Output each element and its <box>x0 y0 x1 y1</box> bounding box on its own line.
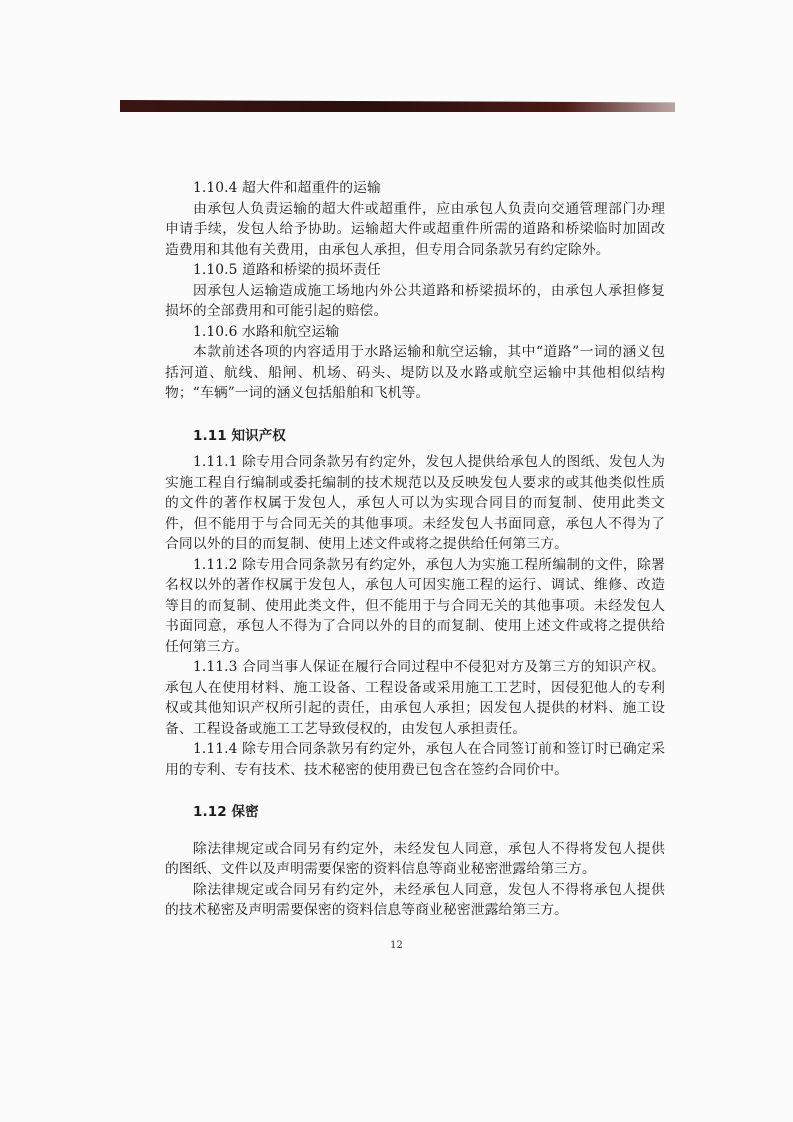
document-body <box>165 178 665 921</box>
clause-body-1-10-4: 由承包人负责运输的超大件或超重件，应由承包人负责向交通管理部门办理申请手续，发包人给予协助。运输超大件或超重件所需的道路和桥梁临时加固改造费用和其他有关费用，由承包人承担，但专用合同条款另有约定除外。 <box>165 200 665 258</box>
clause-1-11-3: 1.11.3 合同当事人保证在履行合同过程中不侵犯对方及第三方的知识产权。承包人在使用材料、施工设备、工程设备或采用施工工艺时，因侵犯他人的专利权或其他知识产权所引起的责任，由承包人承担；因发包人提供的材料、施工设备、工程设备或施工工艺导致侵权的，由发包人承担责任。 <box>165 659 665 737</box>
clause-body-1-10-6: 本款前述各项的内容适用于水路运输和航空运输，其中“道路”一词的涵义包括河道、航线、船闸、机场、码头、堤防以及水路或航空运输中其他相似结构物；“车辆”一词的涵义包括船舶和飞机等。 <box>165 344 665 401</box>
clause-body-1-10-5: 因承包人运输造成施工场地内外公共道路和桥梁损坏的，由承包人承担修复损坏的全部费用和可能引起的赔偿。 <box>165 282 665 319</box>
scan-edge-shadow <box>120 100 675 112</box>
page-number: 12 <box>390 940 403 951</box>
confidentiality-paragraph-1: 除法律规定或合同另有约定外，未经发包人同意，承包人不得将发包人提供的图纸、文件以及声明需要保密的资料信息等商业秘密泄露给第三方。 <box>165 840 665 877</box>
section-title-1-12: 1.12 保密 <box>193 804 259 820</box>
clause-heading-1-10-6: 1.10.6 水路和航空运输 <box>193 323 340 340</box>
clause-heading-1-10-5: 1.10.5 道路和桥梁的损坏责任 <box>193 262 381 278</box>
clause-1-11-2: 1.11.2 除专用合同条款另有约定外，承包人为实施工程所编制的文件，除署名权以外的著作权属于发包人，承包人可因实施工程的运行、调试、维修、改造等目的而复制、使用此类文件，但不能用于与合同无关的其他事项。未经发包人书面同意，承包人不得为了合同以外的目的而复制、使用上述文件或将之提供给任何第三方。 <box>165 556 665 655</box>
clause-heading-1-10-4: 1.10.4 超大件和超重件的运输 <box>193 180 381 196</box>
section-title-1-11: 1.11 知识产权 <box>193 427 286 444</box>
clause-1-11-1: 1.11.1 除专用合同条款另有约定外，发包人提供给承包人的图纸、发包人为实施工程自行编制或委托编制的技术规范以及反映发包人要求的或其他类似性质的文件的著作权属于发包人，承包人可以为实现合同目的而复制、使用此类文件，但不能用于与合同无关的其他事项。未经发包人书面同意，承包人不得为了合同以外的目的而复制、使用上述文件或将之提供给任何第三方。 <box>165 454 665 552</box>
clause-1-11-4: 1.11.4 除专用合同条款另有约定外，承包人在合同签订前和签订时已确定采用的专利、专有技术、技术秘密的使用费已包含在签约合同价中。 <box>165 741 665 778</box>
confidentiality-paragraph-2: 除法律规定或合同另有约定外，未经承包人同意，发包人不得将承包人提供的技术秘密及声明需要保密的资料信息等商业秘密泄露给第三方。 <box>165 881 665 918</box>
